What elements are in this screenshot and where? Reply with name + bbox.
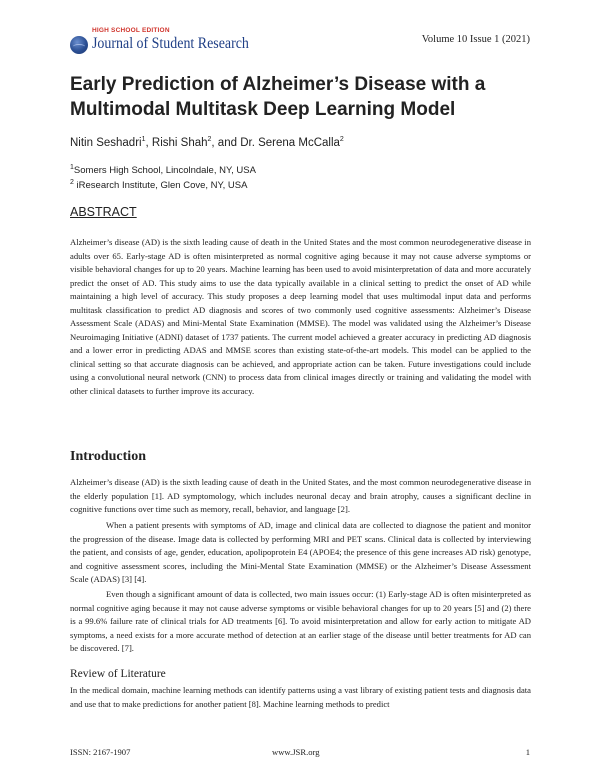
affiliation-text: Somers High School, Lincolndale, NY, USA <box>73 165 256 176</box>
author-name: Nitin Seshadri <box>70 137 142 149</box>
author-affiliation-mark: 2 <box>207 136 212 144</box>
author-separator: , <box>145 137 152 149</box>
journal-name: Journal of Student Research <box>92 35 249 52</box>
affiliation-text: iResearch Institute, Glen Cove, NY, USA <box>73 180 248 191</box>
author-affiliation-mark: 2 <box>339 136 344 144</box>
introduction-heading: Introduction <box>70 449 146 464</box>
globe-icon <box>70 36 88 54</box>
author-name: Rishi Shah <box>151 137 208 149</box>
footer-website: www.JSR.org <box>272 747 320 757</box>
introduction-paragraph: Alzheimer’s disease (AD) is the sixth leading cause of death in the United States, and the most common neurodegenerative disease in the elderly population [1]. AD symptomology, which includes neuronal decay and brain atrophy, causes a significant decline in cognitive functions over time such as memory, recall, behavior, and language [2]. <box>70 477 531 514</box>
review-heading: Review of Literature <box>70 668 166 680</box>
footer-issn: ISSN: 2167-1907 <box>70 747 131 757</box>
author-affiliation-mark: 1 <box>141 136 146 144</box>
affiliation-mark: 1 <box>70 163 74 171</box>
page-number: 1 <box>525 747 530 757</box>
journal-logo <box>70 24 310 58</box>
affiliation-mark: 2 <box>70 178 74 186</box>
abstract-text: Alzheimer’s disease (AD) is the sixth leading cause of death in the United States and the most common neurodegenerative disease in adults over 65. Early-stage AD is often misinterpreted as normal cognitive aging because it may not cause adverse symptoms or visible behavioral changes for up to 20 years. Machine learning has been used to avoid misinterpretation of data and more accurately predict the onset of AD. This study aims to use the data typically available in a clinical setting to predict the onset of AD while maintaining a high level of accuracy. This study proposes a deep learning model that uses multimodal input data and performs multitask classification to predict AD diagnosis and scores of two commonly used cognitive assessments: Alzheimer’s Disease Assessment Scale (ADAS) and Mini-Mental State Examination (MMSE). The model was validated using the Alzheimer’s Disease Neuroimaging Initiative (ADNI) dataset of 1737 patients. The current model achieved a greater accuracy in predicting AD diagnosis and a lower error in predicting ADAS and MMSE scores than existing state-of-the-art models. This model can be applied to the clinical setting so that accurate diagnosis can be achieved, and appropriate action can be taken. Future investigations could include using a convolutional neural network (CNN) to process data from clinical images directly or training and validating the model with other clinical datasets to further improve its accuracy. <box>70 237 531 396</box>
paper-title: Early Prediction of Alzheimer’s Disease with a Multimodal Multitask Deep Learning Model <box>70 74 486 120</box>
author-list <box>70 137 344 149</box>
journal-kicker: HIGH SCHOOL EDITION <box>92 27 170 34</box>
introduction-paragraph: Even though a significant amount of data is collected, two main issues occur: (1) Early-stage AD is often misinterpreted as normal cognitive aging because it may not cause adverse symptoms or visible behavioral changes for up to 20 years [5] and (2) there is a 99.6% failure rate of clinical trials for AD treatments [6]. To avoid misinterpretation and allow for early action to mitigate AD symptoms, a need exists for a more accurate method of detection at an earlier stage of the disease until better treatments for AD can be discovered. [7]. <box>70 589 531 653</box>
review-paragraph: In the medical domain, machine learning methods can identify patterns using a vast library of existing patient tests and diagnosis data and use that to make predictions for another patient [8]. Machine learning methods to predict <box>70 685 531 709</box>
abstract-heading: ABSTRACT <box>70 205 137 219</box>
affiliation <box>70 180 247 191</box>
volume-issue: Volume 10 Issue 1 (2021) <box>421 34 530 45</box>
author-name: Dr. Serena McCalla <box>240 137 340 149</box>
author-separator: , and <box>211 137 241 149</box>
introduction-paragraph: When a patient presents with symptoms of AD, image and clinical data are collected to diagnose the patient and monitor the progression of the disease. Image data is collected by performing MRI and PET scans. Clinical data is collected by interviewing the patient, and consists of age, gender, education, apolipoprotein E4 (APOE4; the presence of this gene increases AD risk) genotype, and cognitive assessment scores, including the Mini-Mental State Examination (MMSE) or the Alzheimer’s Disease Assessment Scale (ADAS) [3] [4]. <box>70 520 531 584</box>
affiliation <box>70 165 256 176</box>
